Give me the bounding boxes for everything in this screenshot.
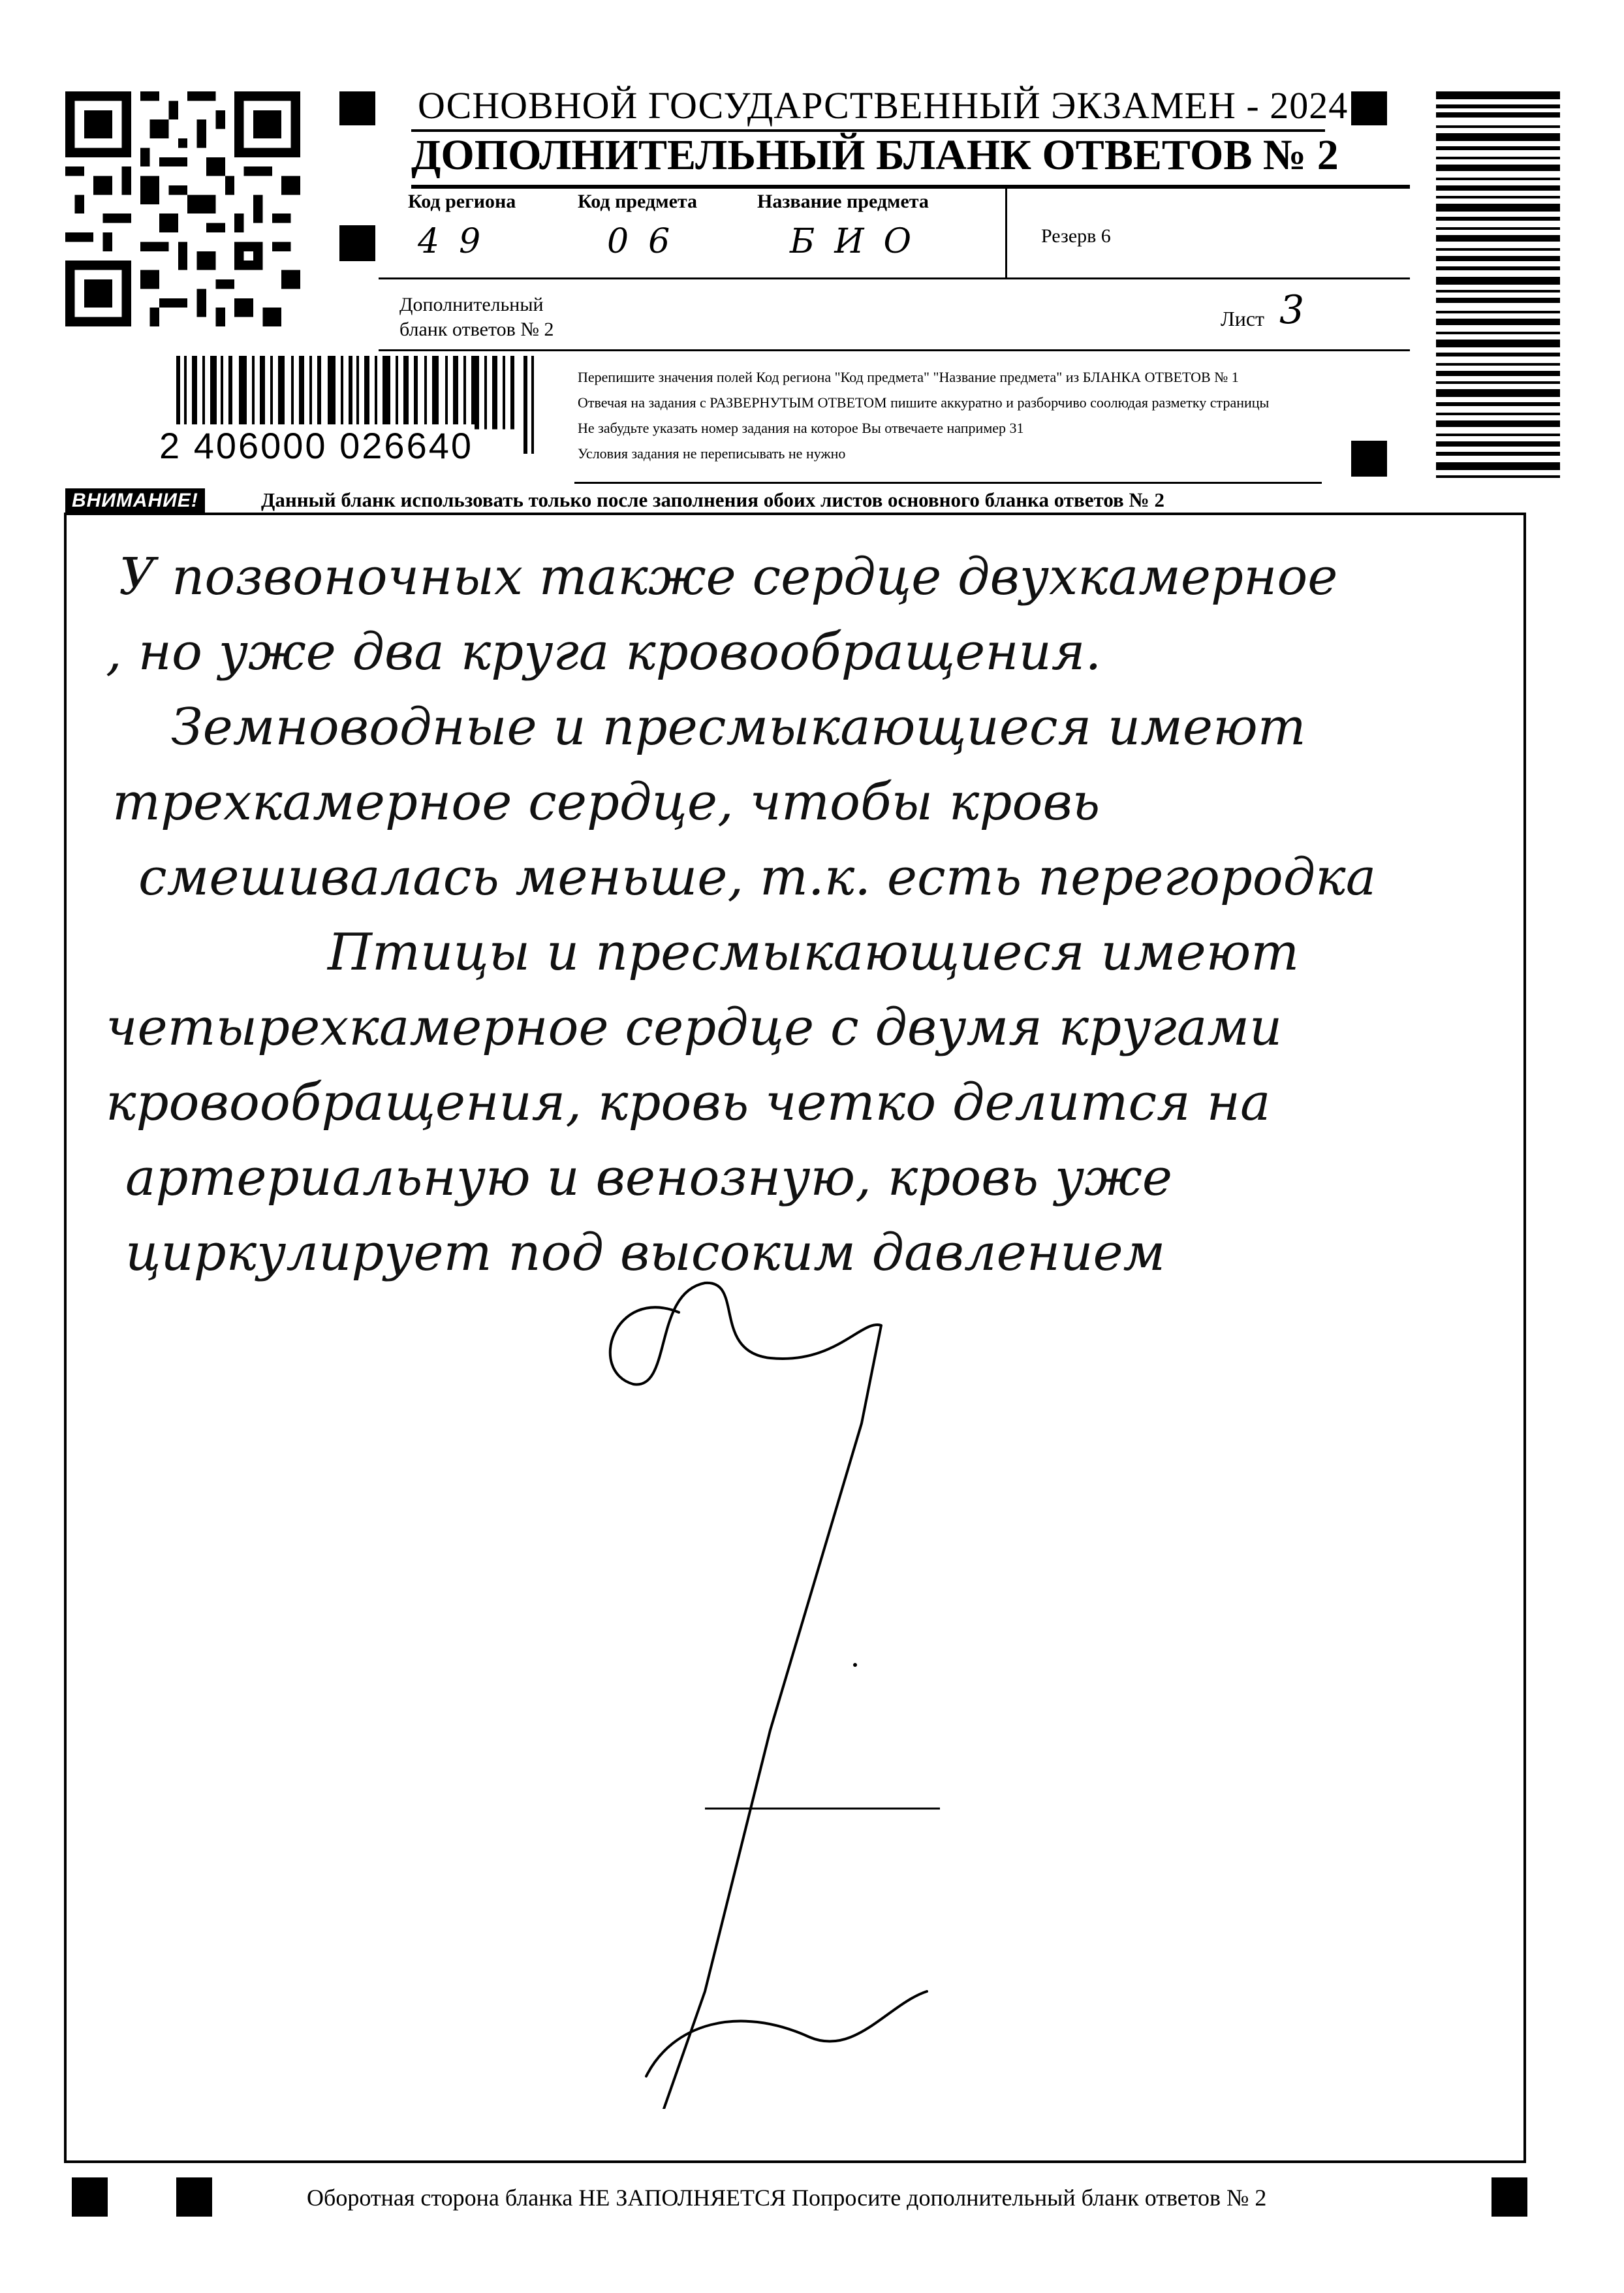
attention-badge: ВНИМАНИЕ!	[65, 488, 205, 513]
alignment-marker-bottom-right	[1491, 2177, 1527, 2217]
alignment-marker-top-left	[339, 91, 375, 125]
z-strike-mark	[574, 1273, 940, 2109]
extra-form-label-line-2: бланк ответов № 2	[399, 319, 554, 340]
answer-line: трехкамерное сердце, чтобы кровь	[112, 773, 1101, 832]
alignment-marker-bottom-left-1	[72, 2177, 108, 2217]
footer-note: Оборотная сторона бланка НЕ ЗАПОЛНЯЕТСЯ Попросите дополнительный бланк ответов № 2	[307, 2185, 1267, 2211]
instruction-line: Перепишите значения полей Код региона "Код предмета" "Название предмета" из БЛАНКА ОТВЕТОВ № 1	[578, 369, 1239, 385]
reserve-label: Резерв 6	[1041, 225, 1111, 247]
answer-line: У позвоночных также сердце двухкамерное	[119, 548, 1338, 607]
subject-name-label: Название предмета	[757, 191, 929, 212]
barcode-number: 2 406000 026640	[159, 425, 473, 466]
extra-form-label	[399, 293, 554, 342]
instructions-underline	[574, 482, 1322, 484]
instruction-line: Условия задания не переписывать не нужно	[578, 445, 846, 462]
alignment-marker-mid-left	[339, 225, 375, 261]
extra-form-label-line-1: Дополнительный	[399, 294, 544, 315]
answer-line: циркулирует под высоким давлением	[125, 1224, 1166, 1282]
sheet-number-value[interactable]: 3	[1279, 287, 1305, 333]
sheet-label: Лист	[1221, 307, 1265, 330]
answer-line: , но уже два круга кровообращения.	[106, 623, 1102, 682]
region-code-label: Код региона	[408, 191, 516, 212]
alignment-marker-mid-right	[1351, 441, 1387, 477]
codes-underline	[379, 277, 1410, 279]
answer-line: артериальную и венозную, кровь уже	[125, 1148, 1172, 1207]
sheet-underline	[379, 349, 1410, 351]
alignment-marker-top-right	[1351, 91, 1387, 125]
attention-text: Данный бланк использовать только после заполнения обоих листов основного бланка ответов № 2	[261, 488, 1164, 511]
subject-code-value[interactable]: 06	[607, 222, 690, 261]
form-title: ДОПОЛНИТЕЛЬНЫЙ БЛАНК ОТВЕТОВ № 2	[411, 131, 1339, 179]
exam-title: ОСНОВНОЙ ГОСУДАРСТВЕННЫЙ ЭКЗАМЕН - 2024	[418, 84, 1349, 127]
form-title-underline	[411, 185, 1410, 189]
instructions-block	[578, 364, 1269, 466]
subject-name-value[interactable]: БИО	[790, 222, 931, 261]
answer-line: кровообращения, кровь четко делится на	[106, 1073, 1271, 1132]
subject-code-label: Код предмета	[578, 191, 697, 212]
instruction-line: Отвечая на задания с РАЗВЕРНУТЫМ ОТВЕТОМ пишите аккуратно и разборчиво соолюдая разметку страницы	[578, 394, 1270, 411]
instruction-line: Не забудьте указать номер задания на которое Вы отвечаете например 31	[578, 420, 1024, 436]
region-code-value[interactable]: 49	[418, 222, 501, 261]
field-divider	[1005, 185, 1007, 279]
alignment-marker-bottom-left-2	[176, 2177, 212, 2217]
answer-line: Земноводные и пресмыкающиеся имеют	[171, 698, 1306, 757]
side-barcode-graphic	[1436, 91, 1560, 483]
answer-line: смешивалась меньше, т.к. есть перегородка	[138, 848, 1377, 907]
answer-line: Птицы и пресмыкающиеся имеют	[328, 923, 1300, 982]
qr-code	[65, 91, 300, 326]
answer-line: четырехкамерное сердце с двумя кругами	[106, 998, 1283, 1057]
